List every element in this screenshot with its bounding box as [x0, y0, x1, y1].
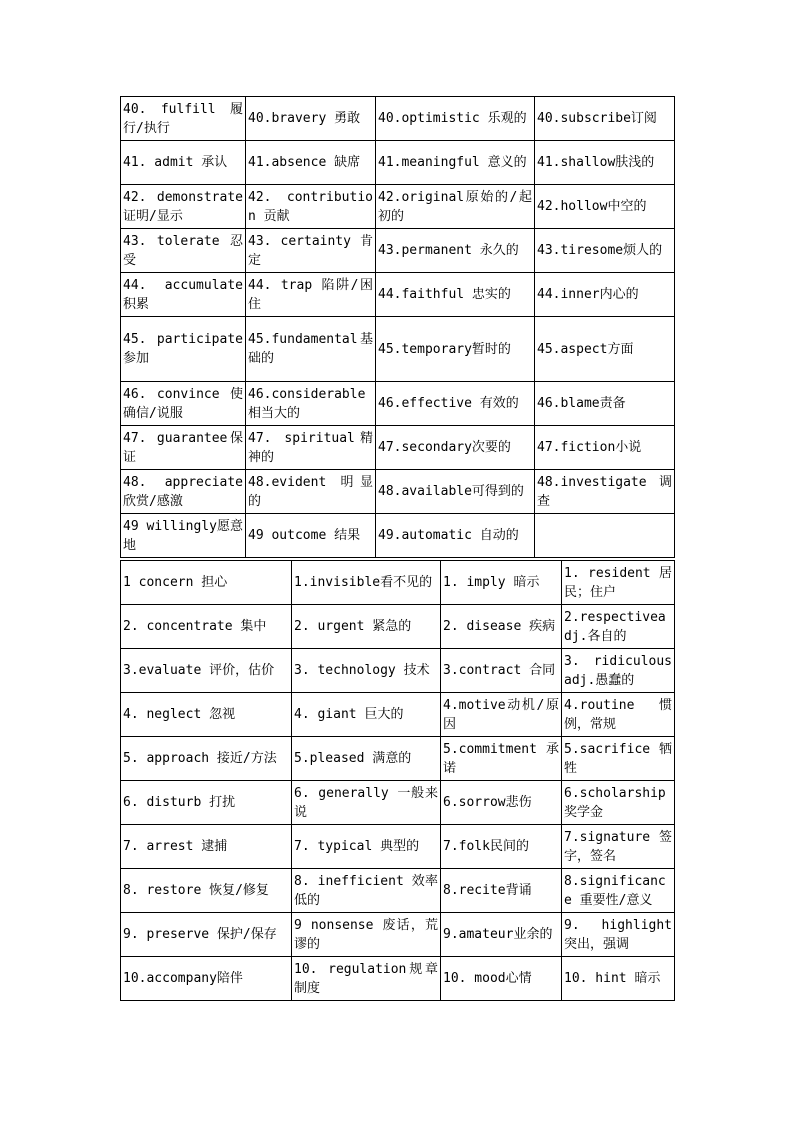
vocab-cell: 5.pleased 满意的: [292, 737, 441, 781]
vocab-cell: 46. convince 使确信/说服: [121, 382, 246, 426]
vocab-cell: 4.routine 惯例，常规: [562, 693, 675, 737]
vocab-cell: 45.temporary暂时的: [376, 317, 535, 382]
table-row: [121, 957, 675, 1001]
vocab-cell: 6. disturb 打扰: [121, 781, 292, 825]
vocab-cell: 40.subscribe订阅: [535, 97, 675, 141]
vocab-cell: 2. urgent 紧急的: [292, 605, 441, 649]
vocab-cell: 41. admit 承认: [121, 141, 246, 185]
vocab-cell: 8.recite背诵: [441, 869, 562, 913]
vocab-cell: 43. tolerate 忍受: [121, 229, 246, 273]
vocab-cell: 48.evident 明显的: [246, 470, 376, 514]
vocab-cell: 46.effective 有效的: [376, 382, 535, 426]
vocab-cell: 42. demonstrate 证明/显示: [121, 185, 246, 229]
vocab-cell: 4. giant 巨大的: [292, 693, 441, 737]
vocab-cell: 41.absence 缺席: [246, 141, 376, 185]
vocab-cell: 7.folk民间的: [441, 825, 562, 869]
table-row: [121, 141, 675, 185]
vocab-cell: 5.commitment承诺: [441, 737, 562, 781]
table-row: [121, 514, 675, 558]
vocab-cell: 48.investigate 调查: [535, 470, 675, 514]
vocab-cell: 8.significance 重要性/意义: [562, 869, 675, 913]
vocab-cell: 2. disease 疾病: [441, 605, 562, 649]
vocab-cell: 6. generally 一般来说: [292, 781, 441, 825]
vocab-cell: 45.fundamental基础的: [246, 317, 376, 382]
vocab-cell: 1. imply 暗示: [441, 561, 562, 605]
vocab-cell: 40.bravery 勇敢: [246, 97, 376, 141]
vocab-cell: 42. contribution 贡献: [246, 185, 376, 229]
vocab-cell: 3.evaluate 评价，估价: [121, 649, 292, 693]
vocab-cell: 46.considerable相当大的: [246, 382, 376, 426]
vocab-cell: 9 nonsense 废话，荒谬的: [292, 913, 441, 957]
table-row: [121, 781, 675, 825]
vocab-cell: 3. technology 技术: [292, 649, 441, 693]
table-row: [121, 649, 675, 693]
vocab-cell: 46.blame责备: [535, 382, 675, 426]
table-row: [121, 382, 675, 426]
vocab-cell: 10. mood心情: [441, 957, 562, 1001]
vocabulary-table-upper: [120, 96, 675, 558]
table-row: [121, 185, 675, 229]
table-row: [121, 97, 675, 141]
vocab-cell: 9.amateur业余的: [441, 913, 562, 957]
vocab-cell: 4.motive动机/原因: [441, 693, 562, 737]
vocab-cell: 10.accompany陪伴: [121, 957, 292, 1001]
vocab-cell: 44. trap 陷阱/困住: [246, 273, 376, 317]
vocab-cell: 5. approach 接近/方法: [121, 737, 292, 781]
vocab-cell: 5.sacrifice 牺牲: [562, 737, 675, 781]
vocab-cell: 1 concern 担心: [121, 561, 292, 605]
vocab-cell: 49.automatic 自动的: [376, 514, 535, 558]
table-row: [121, 426, 675, 470]
vocab-cell: 8. inefficient 效率低的: [292, 869, 441, 913]
table-row: [121, 913, 675, 957]
vocab-cell: 4. neglect 忽视: [121, 693, 292, 737]
vocab-cell: 10. hint 暗示: [562, 957, 675, 1001]
vocab-cell: 47.secondary次要的: [376, 426, 535, 470]
vocab-cell: 43.tiresome烦人的: [535, 229, 675, 273]
vocab-cell: 7. typical 典型的: [292, 825, 441, 869]
vocab-cell: 49 willingly愿意地: [121, 514, 246, 558]
table-row: [121, 470, 675, 514]
vocab-cell: 45. participate 参加: [121, 317, 246, 382]
vocab-cell: 45.aspect方面: [535, 317, 675, 382]
vocab-cell: 42.original原始的/起初的: [376, 185, 535, 229]
table-row: [121, 605, 675, 649]
table-row: [121, 273, 675, 317]
vocab-cell: 42.hollow中空的: [535, 185, 675, 229]
vocab-cell: 47. spiritual精神的: [246, 426, 376, 470]
vocabulary-table-lower: [120, 560, 675, 1001]
table-row: [121, 869, 675, 913]
vocab-cell: 48. appreciate 欣赏/感激: [121, 470, 246, 514]
vocab-cell: 8. restore 恢复/修复: [121, 869, 292, 913]
vocab-cell: 40. fulfill 履行/执行: [121, 97, 246, 141]
vocab-cell: 41.shallow肤浅的: [535, 141, 675, 185]
vocab-cell: 1.invisible看不见的: [292, 561, 441, 605]
vocab-cell: 9. preserve 保护/保存: [121, 913, 292, 957]
table-row: [121, 317, 675, 382]
vocab-cell: 40.optimistic 乐观的: [376, 97, 535, 141]
vocab-cell: 47.fiction小说: [535, 426, 675, 470]
vocab-cell: 7.signature 签字，签名: [562, 825, 675, 869]
vocab-cell: 43.permanent 永久的: [376, 229, 535, 273]
vocab-cell: 6.sorrow悲伤: [441, 781, 562, 825]
table-row: [121, 693, 675, 737]
table-row: [121, 825, 675, 869]
vocab-cell: 47. guarantee保证: [121, 426, 246, 470]
vocab-cell: 43. certainty 肯定: [246, 229, 376, 273]
vocab-cell: 44.inner内心的: [535, 273, 675, 317]
vocab-cell: 10. regulation规章制度: [292, 957, 441, 1001]
table-row: [121, 229, 675, 273]
table-row: [121, 737, 675, 781]
vocab-cell: 44. accumulate 积累: [121, 273, 246, 317]
vocab-cell: 2.respectiveadj.各自的: [562, 605, 675, 649]
vocab-cell: 44.faithful 忠实的: [376, 273, 535, 317]
vocab-cell: 48.available可得到的: [376, 470, 535, 514]
vocab-cell: 7. arrest 逮捕: [121, 825, 292, 869]
vocab-cell: 3. ridiculousadj.愚蠢的: [562, 649, 675, 693]
vocab-cell: 6.scholarship 奖学金: [562, 781, 675, 825]
vocab-cell: 9. highlight 突出，强调: [562, 913, 675, 957]
vocab-cell: 49 outcome 结果: [246, 514, 376, 558]
vocab-cell: [535, 514, 675, 558]
vocab-cell: 1. resident 居民；住户: [562, 561, 675, 605]
table-row: [121, 561, 675, 605]
vocab-cell: 3.contract 合同: [441, 649, 562, 693]
vocab-cell: 2. concentrate 集中: [121, 605, 292, 649]
vocab-cell: 41.meaningful 意义的: [376, 141, 535, 185]
